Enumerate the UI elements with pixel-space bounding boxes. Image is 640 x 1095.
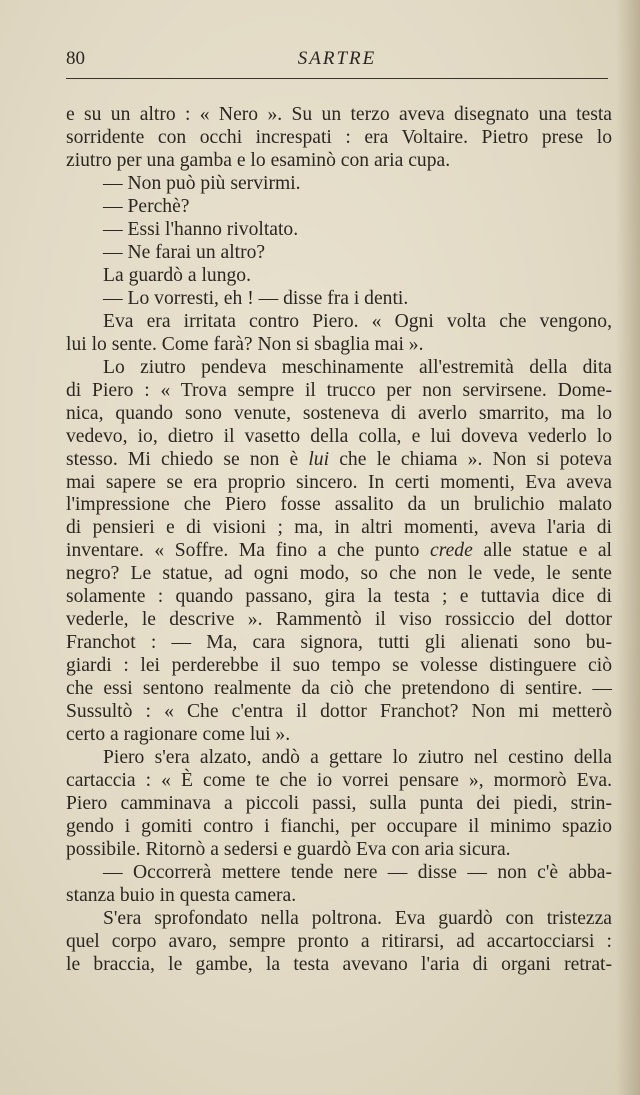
- text-line: vedevo, io, dietro il vasetto della colla, e lui doveva vederlo lo: [66, 425, 612, 447]
- text-line: di pensieri e di visioni ; ma, in altri momenti, aveva l'aria di: [66, 517, 612, 539]
- text-line: sorridente con occhi increspati : era Voltaire. Pietro prese lo: [66, 126, 612, 148]
- text-line: — Ne farai un altro?: [103, 241, 266, 263]
- text-segment: inventare. « Soffre. Ma fino a che punto: [66, 540, 420, 562]
- text-line: l'impressione che Piero fosse assalito da un brulichio malato: [66, 494, 612, 516]
- text-line: quel corpo avaro, sempre pronto a ritirarsi, ad accartocciarsi :: [66, 930, 612, 952]
- text-line: Piero camminava a piccoli passi, sulla punta dei piedi, strin-: [66, 793, 612, 815]
- text-line: ziutro per una gamba e lo esaminò con aria cupa.: [66, 149, 451, 171]
- page-edge-shadow: [616, 0, 640, 1095]
- text-line: Lo ziutro pendeva meschinamente all'estremità della dita: [103, 356, 612, 378]
- text-segment: alle statue e al: [483, 540, 612, 562]
- header-rule: [66, 78, 608, 79]
- text-line: Franchot : — Ma, cara signora, tutti gli alienati sono bu-: [66, 632, 612, 654]
- text-line: — Perchè?: [103, 195, 190, 217]
- text-line: cartaccia : « È come te che io vorrei pensare », mormorò Eva.: [66, 770, 612, 792]
- text-line: di Piero : « Trova sempre il trucco per non servirsene. Dome-: [66, 379, 612, 401]
- text-line: stanza buio in questa camera.: [66, 884, 297, 906]
- text-line: possibile. Ritornò a sedersi e guardò Eva con aria sicura.: [66, 839, 511, 860]
- text-line: certo a ragionare come lui ».: [66, 724, 291, 746]
- text-line: Sussultò : « Che c'entra il dottor Franchot? Non mi metterò: [66, 701, 612, 723]
- text-line: solamente : quando passano, gira la testa ; e tuttavia dice di: [66, 586, 612, 608]
- text-line: nica, quando sono venute, sosteneva di averlo smarrito, ma lo: [66, 402, 612, 424]
- text-segment: stesso. Mi chiedo se non è: [66, 448, 299, 470]
- text-line: — Essi l'hanno rivoltato.: [103, 218, 299, 240]
- italic-word: crede: [430, 540, 473, 562]
- text-line: negro? Le statue, ad ogni modo, so che non le vede, le sente: [66, 563, 612, 585]
- text-line: — Occorrerà mettere tende nere — disse — non c'è abba-: [103, 861, 612, 883]
- text-line: lui lo sente. Come farà? Non si sbaglia mai ».: [66, 333, 424, 355]
- text-line: giardi : lei perderebbe il suo tempo se volesse distinguere ciò: [66, 655, 612, 677]
- text-line: S'era sprofondato nella poltrona. Eva guardò con tristezza: [103, 907, 612, 929]
- text-segment: che le chiama ». Non si poteva: [339, 448, 612, 470]
- text-line: La guardò a lungo.: [103, 264, 251, 286]
- running-title: SARTRE: [297, 48, 377, 69]
- running-header: [66, 48, 608, 72]
- body-text: [66, 104, 612, 977]
- text-line: [66, 449, 612, 472]
- text-line: e su un altro : « Nero ». Su un terzo aveva disegnato una testa: [66, 104, 612, 125]
- text-line: — Non può più servirmi.: [103, 172, 301, 194]
- italic-word: lui: [308, 448, 330, 470]
- text-line: gendo i gomiti contro i fianchi, per occupare il minimo spazio: [66, 816, 612, 838]
- text-line: mai sapere se era proprio sincero. In certi momenti, Eva aveva: [66, 471, 612, 493]
- text-line: — Lo vorresti, eh ! — disse fra i denti.: [103, 287, 409, 309]
- text-line: Eva era irritata contro Piero. « Ogni volta che vengono,: [103, 310, 612, 332]
- text-line: [66, 540, 612, 563]
- text-line: che essi sentono realmente da ciò che pretendono di sentire. —: [66, 678, 612, 700]
- page-number: 80: [66, 48, 85, 69]
- text-line: vederle, le descrive ». Rammentò il viso rossiccio del dottor: [66, 609, 612, 631]
- text-line: Piero s'era alzato, andò a gettare lo ziutro nel cestino della: [103, 747, 612, 769]
- text-line: le braccia, le gambe, la testa avevano l'aria di organi retrat-: [66, 953, 612, 975]
